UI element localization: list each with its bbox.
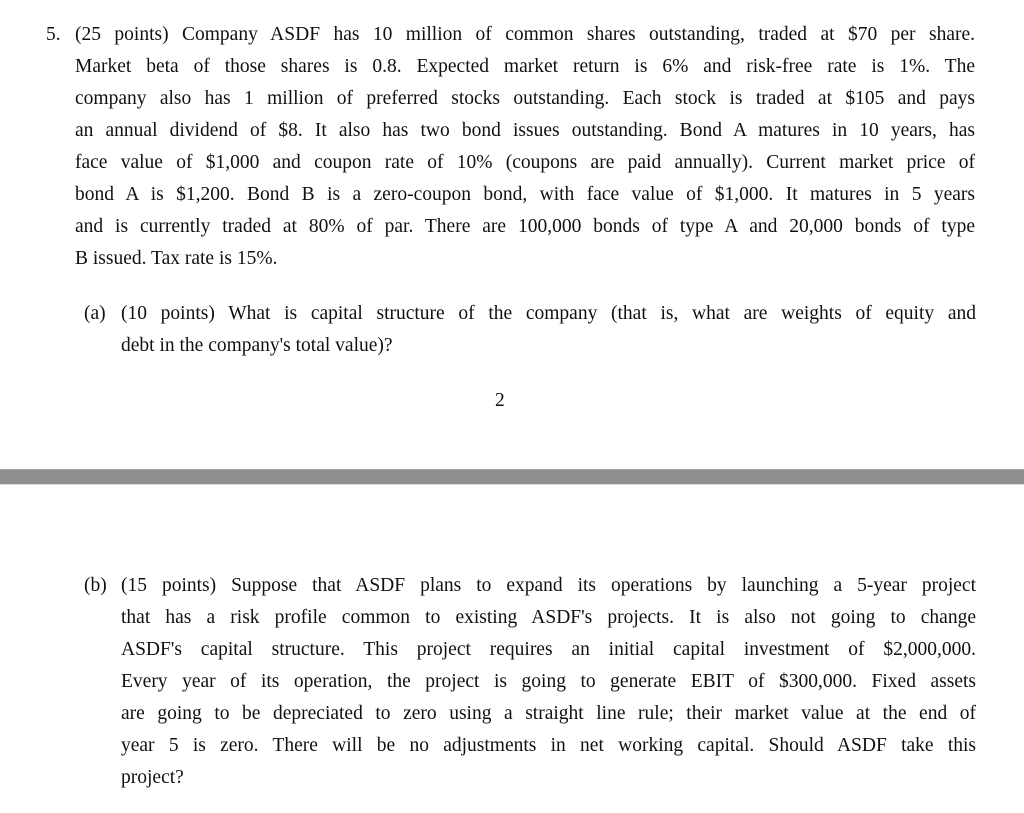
- question-text-line: B issued. Tax rate is 15%.: [75, 248, 278, 269]
- part-b-label: (b): [84, 575, 107, 596]
- part-a-label: (a): [84, 303, 106, 324]
- part-a-text-line: (10 points) What is capital structure of the company (that is, what are weights of equity and: [121, 303, 976, 324]
- question-text-line: and is currently traded at 80% of par. There are 100,000 bonds of type A and 20,000 bonds of type: [75, 216, 975, 237]
- part-b-text-line: project?: [121, 767, 184, 788]
- question-number: 5.: [46, 24, 61, 45]
- page-bottom: [0, 485, 1024, 813]
- question-text-line: an annual dividend of $8. It also has two bond issues outstanding. Bond A matures in 10 years, has: [75, 120, 975, 141]
- part-b-text-line: that has a risk profile common to existing ASDF's projects. It is also not going to change: [121, 607, 976, 628]
- part-b-text-line: are going to be depreciated to zero using a straight line rule; their market value at the end of: [121, 703, 976, 724]
- question-text-line: face value of $1,000 and coupon rate of 10% (coupons are paid annually). Current market price of: [75, 152, 975, 173]
- question-text-line: (25 points) Company ASDF has 10 million of common shares outstanding, traded at $70 per share.: [75, 24, 975, 45]
- part-a-text-line: debt in the company's total value)?: [121, 335, 393, 356]
- question-text-line: company also has 1 million of preferred stocks outstanding. Each stock is traded at $105 and pays: [75, 88, 975, 109]
- question-text-line: Market beta of those shares is 0.8. Expected market return is 6% and risk-free rate is 1%. The: [75, 56, 975, 77]
- part-b-text-line: Every year of its operation, the project is going to generate EBIT of $300,000. Fixed assets: [121, 671, 976, 692]
- question-text-line: bond A is $1,200. Bond B is a zero-coupon bond, with face value of $1,000. It matures in 5 years: [75, 184, 975, 205]
- page-number: 2: [495, 390, 505, 411]
- page-separator: [0, 469, 1024, 485]
- part-b-text-line: year 5 is zero. There will be no adjustments in net working capital. Should ASDF take this: [121, 735, 976, 756]
- part-b-text-line: (15 points) Suppose that ASDF plans to expand its operations by launching a 5-year project: [121, 575, 976, 596]
- part-b-text-line: ASDF's capital structure. This project requires an initial capital investment of $2,000,000.: [121, 639, 976, 660]
